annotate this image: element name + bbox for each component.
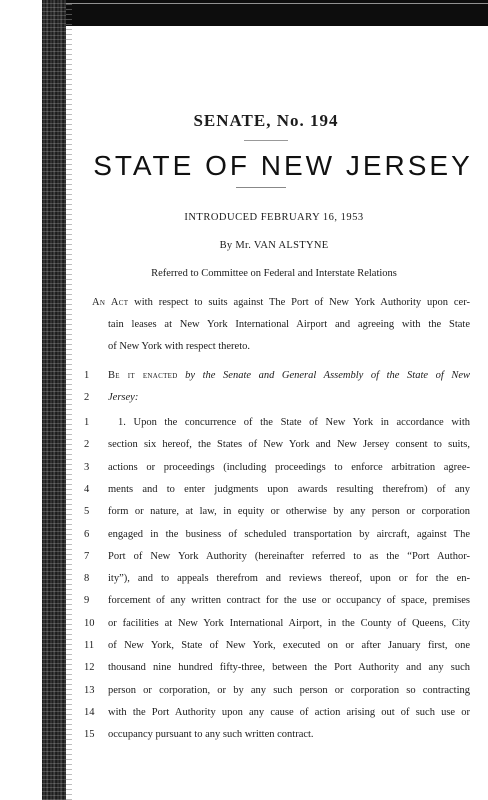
act-title-line (92, 296, 470, 309)
line-number: 7 (84, 550, 90, 562)
committee-referral: Referred to Committee on Federal and Interstate Relations (151, 268, 397, 279)
act-title-line: of New York with respect thereto. (108, 341, 251, 352)
line-number: 3 (84, 461, 90, 473)
section-1-line: engaged in the business of scheduled transportation by aircraft, against The (108, 528, 470, 540)
divider-rule (244, 140, 288, 141)
line-number: 15 (84, 729, 95, 741)
section-1-line: forcement of any written contract for the use or occupancy of space, premises (108, 595, 470, 607)
sponsor-line: By Mr. VAN ALSTYNE (219, 240, 329, 251)
section-1-line: ity”), and to appeals therefrom and reviews thereof, upon or for the en- (108, 573, 470, 585)
section-1-line: occupancy pursuant to any such written contract. (108, 729, 314, 741)
section-1-line: form or nature, at law, in equity or otherwise by any person or corporation (108, 506, 470, 518)
enacting-text: Jersey: (108, 392, 139, 403)
line-number: 4 (84, 483, 90, 495)
line-number: 1 (84, 370, 90, 381)
enacting-text: by the Senate and General Assembly of the State of New (177, 370, 470, 381)
state-heading: STATE OF NEW JERSEY (93, 150, 473, 181)
line-number: 12 (84, 662, 95, 674)
line-number: 6 (84, 528, 90, 540)
section-1-line: thousand nine hundred fifty-three, between the Port Authority and any such (108, 662, 470, 674)
enacting-clause-line (108, 369, 470, 382)
section-1-line: Port of New York Authority (hereinafter referred to as the “Port Author- (108, 550, 470, 562)
section-1-line: ments and to enter judgments upon awards resulting therefrom) of any (108, 483, 470, 495)
line-number: 10 (84, 617, 95, 629)
line-number: 14 (84, 706, 95, 718)
section-1-line: actions or proceedings (including proceedings to enforce arbitration agree- (108, 461, 470, 473)
section-1-line: section six hereof, the States of New York and New Jersey consent to suits, (108, 439, 470, 451)
section-1-line: person or corporation, or by any such person or corporation so contracting (108, 684, 470, 696)
section-1-line: or facilities at New York International Airport, in the County of Queens, City (108, 617, 470, 629)
enacting-clause-line (108, 391, 470, 404)
line-number: 2 (84, 439, 90, 451)
act-title-line: tain leases at New York International Airport and agreeing with the State (108, 319, 470, 330)
line-number: 2 (84, 392, 90, 403)
line-number: 8 (84, 573, 90, 585)
line-number: 11 (84, 640, 95, 651)
act-title-text: with respect to suits against The Port of New York Authority upon cer- (128, 297, 470, 308)
scan-top-line (56, 3, 488, 4)
section-1-line: of New York, State of New York, executed on or after January first, one (108, 640, 470, 651)
section-1-line: 1. Upon the concurrence of the State of New York in accordance with (118, 417, 470, 428)
section-1-line: with the Port Authority upon any cause of action arising out of such use or (108, 706, 470, 718)
enacting-lead: Be it enacted (108, 370, 178, 381)
line-number: 1 (84, 417, 90, 428)
bill-number: SENATE, No. 194 (193, 111, 339, 130)
act-title-lead: An Act (92, 297, 129, 308)
line-number: 5 (84, 506, 90, 518)
line-number: 9 (84, 595, 90, 607)
introduced-date: INTRODUCED FEBRUARY 16, 1953 (184, 212, 364, 223)
divider-rule (236, 187, 286, 188)
line-number: 13 (84, 684, 95, 696)
